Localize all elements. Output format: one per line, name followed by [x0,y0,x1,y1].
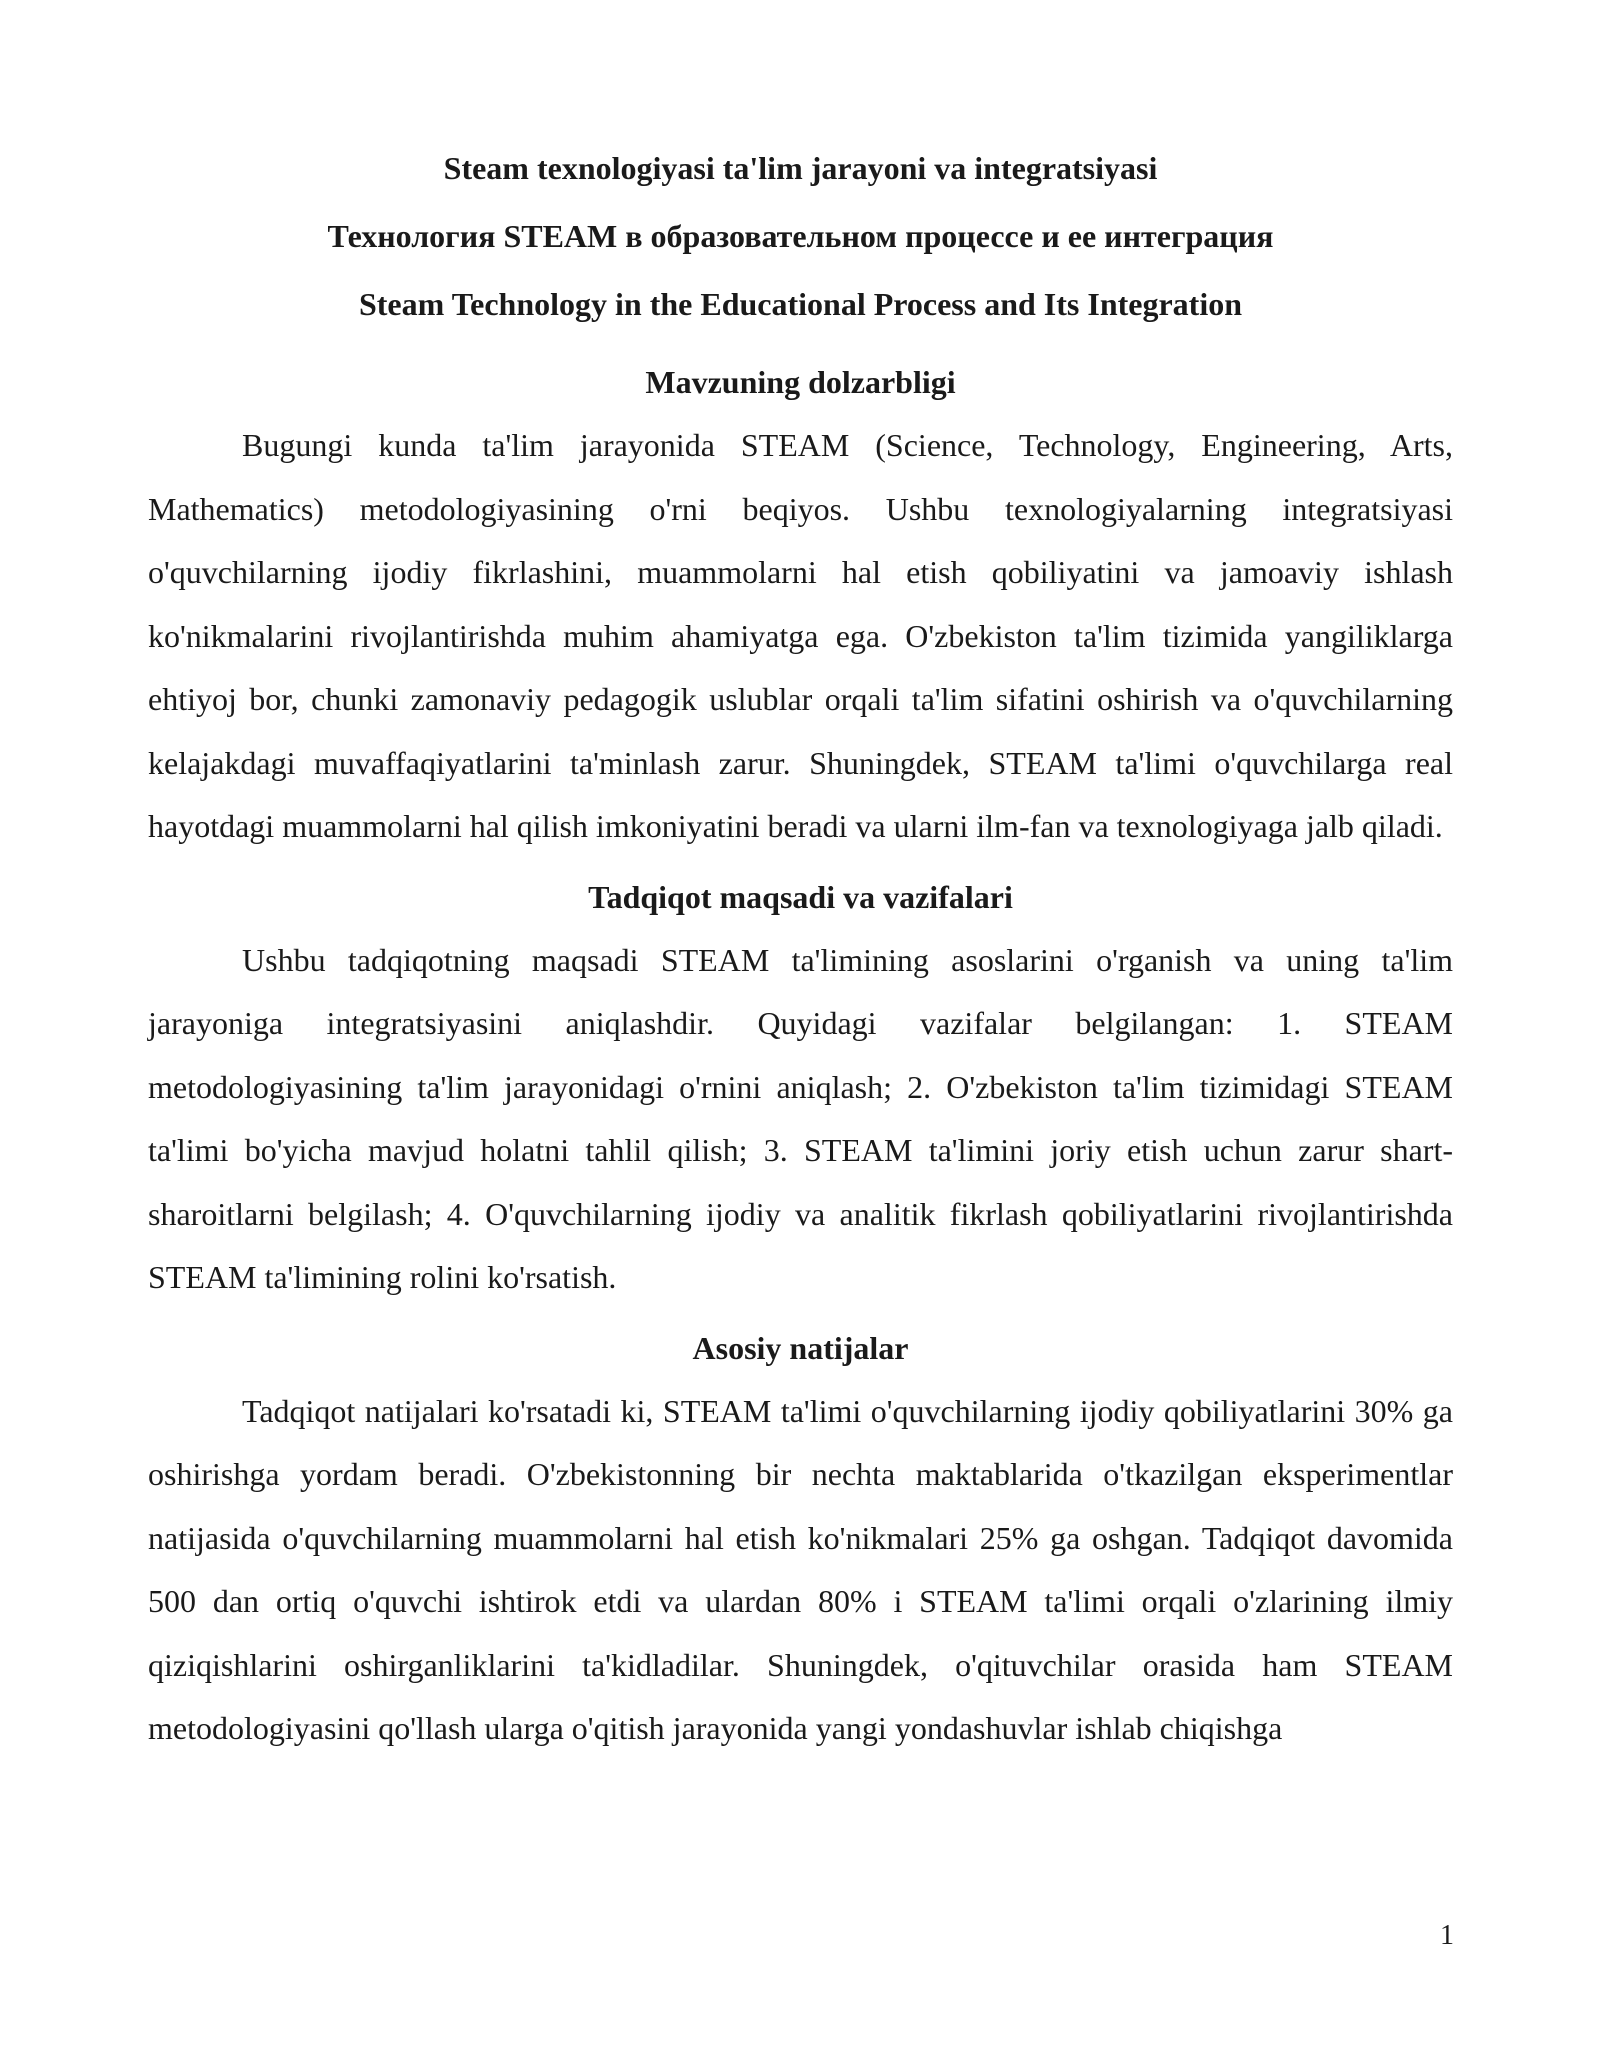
section-body-relevance: Bugungi kunda ta'lim jarayonida STEAM (Science, Technology, Engineering, Arts, Mathematics) metodologiyasining o'rni beqiyos. Ushbu texnologiyalarning integratsiyasi o'quvchilarning ijodiy fikrlashini, muammolarni hal etish qobiliyatini va jamoaviy ishlash ko'nikmalarini rivojlantirishda muhim ahamiyatga ega. O'zbekiston ta'lim tizimida yangiliklarga ehtiyoj bor, chunki zamonaviy pedagogik uslublar orqali ta'lim sifatini oshirish va o'quvchilarning kelajakdagi muvaffaqiyatlarini ta'minlash zarur. Shuningdek, STEAM ta'limi o'quvchilarga real hayotdagi muammolarni hal qilish imkoniyatini beradi va ularni ilm-fan va texnologiyaga jalb qiladi. [148,427,1453,844]
section-body-goals: Ushbu tadqiqotning maqsadi STEAM ta'limining asoslarini o'rganish va uning ta'lim jarayoniga integratsiyasini aniqlashdir. Quyidagi vazifalar belgilangan: 1. STEAM metodologiyasining ta'lim jarayonidagi o'rnini aniqlash; 2. O'zbekiston ta'lim tizimidagi STEAM ta'limi bo'yicha mavjud holatni tahlil qilish; 3. STEAM ta'limini joriy etish uchun zarur shart-sharoitlarni belgilash; 4. O'quvchilarning ijodiy va analitik fikrlash qobiliyatlarini rivojlantirishda STEAM ta'limining rolini ko'rsatish. [148,941,1453,1295]
section-body-results: Tadqiqot natijalari ko'rsatadi ki, STEAM ta'limi o'quvchilarning ijodiy qobiliyatlarini 30% ga oshirishga yordam beradi. O'zbekistonning bir nechta maktablarida o'tkazilgan eksperimentlar natijasida o'quvchilarning muammolarni hal etish ko'nikmalari 25% ga oshgan. Tadqiqot davomida 500 dan ortiq o'quvchi ishtirok etdi va ulardan 80% i STEAM ta'limi orqali o'zlarining ilmiy qiziqishlarini oshirganliklarini ta'kidladilar. Shuningdek, o'qituvchilar orasida ham STEAM metodologiyasini qo'llash ularga o'qitish jarayonida yangi yondashuvlar ishlab chiqishga [148,1392,1453,1746]
title-english: Steam Technology in the Educational Process and Its Integration [358,286,1243,322]
title-russian: Технология STEAM в образовательном процессе и ее интеграция [327,218,1274,254]
section-heading-results: Asosiy natijalar [692,1329,909,1366]
document-page [148,148,1453,1761]
section-heading-goals: Tadqiqot maqsadi va vazifalari [588,878,1013,915]
title-uzbek: Steam texnologiyasi ta'lim jarayoni va integratsiyasi [443,150,1158,186]
page-number: 1 [1440,1920,1454,1951]
section-heading-relevance: Mavzuning dolzarbligi [645,364,956,400]
